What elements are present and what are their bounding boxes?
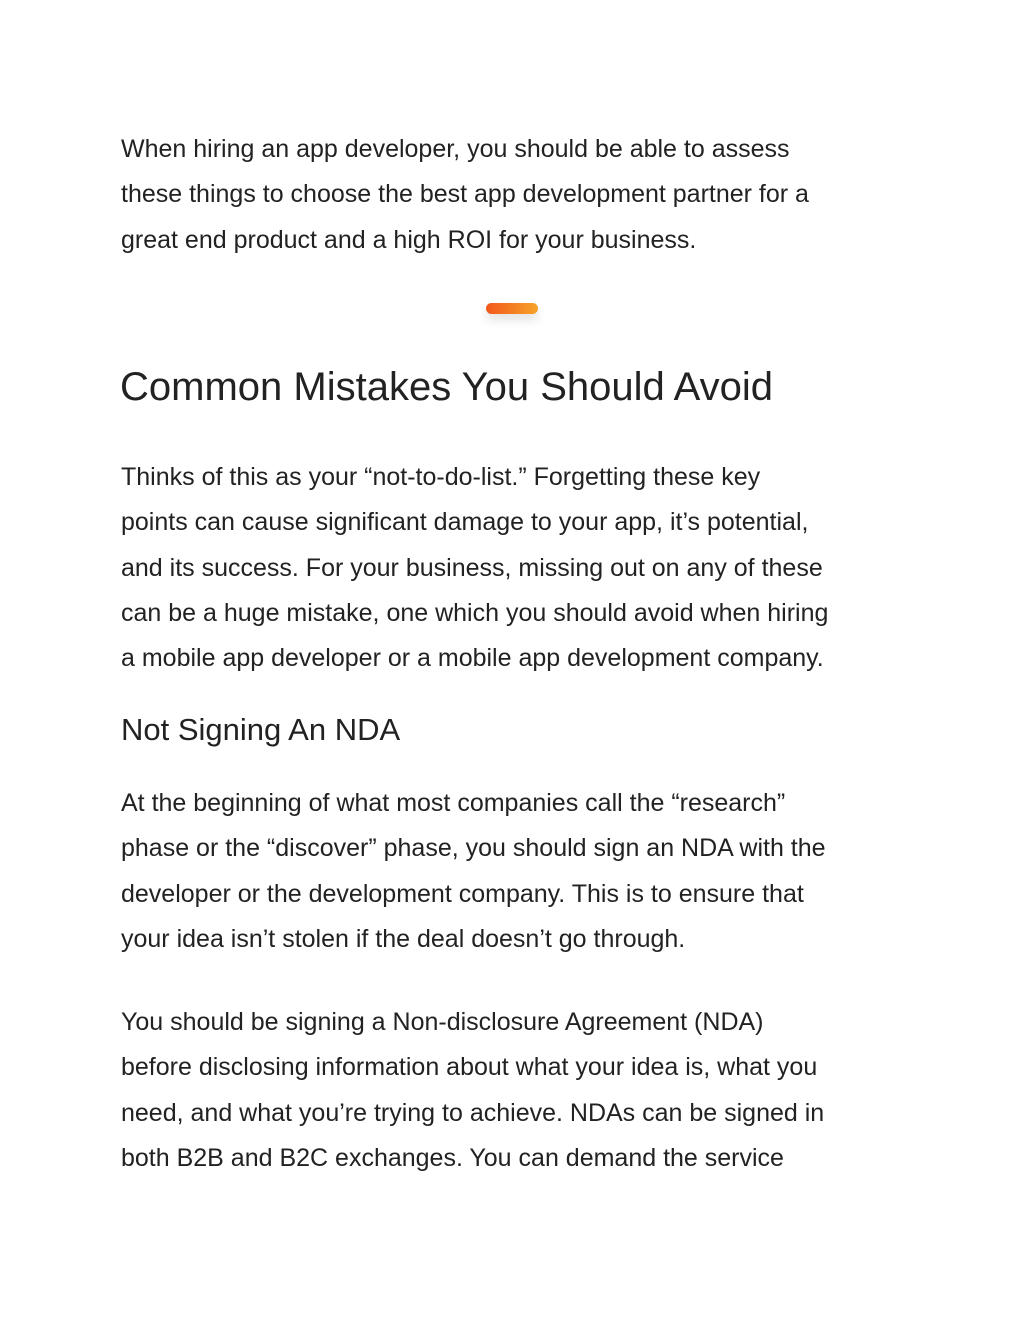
section-heading: Common Mistakes You Should Avoid bbox=[120, 365, 773, 409]
subsection-heading: Not Signing An NDA bbox=[121, 712, 401, 747]
nda-paragraph-1: At the beginning of what most companies call the “research” phase or the “discover” phase, you should sign an NDA with the developer or the development company. This is to ensure that your idea isn’t stolen if the deal doesn’t go through. bbox=[121, 789, 826, 953]
nda-paragraph-2: You should be signing a Non-disclosure Agreement (NDA) before disclosing information about what your idea is, what you need, and what you’re trying to achieve. NDAs can be signed in both B2B and B2C exchanges. You can demand the service bbox=[121, 1008, 825, 1172]
intro-paragraph: When hiring an app developer, you should be able to assess these things to choose the best app development partner for a great end product and a high ROI for your business. bbox=[121, 135, 809, 254]
section-divider bbox=[486, 303, 538, 314]
section-intro-paragraph: Thinks of this as your “not-to-do-list.” Forgetting these key points can cause significant damage to your app, it’s potential, and its success. For your business, missing out on any of these can be a huge mistake, one which you should avoid when hiring a mobile app developer or a mobile app development company. bbox=[121, 463, 829, 673]
